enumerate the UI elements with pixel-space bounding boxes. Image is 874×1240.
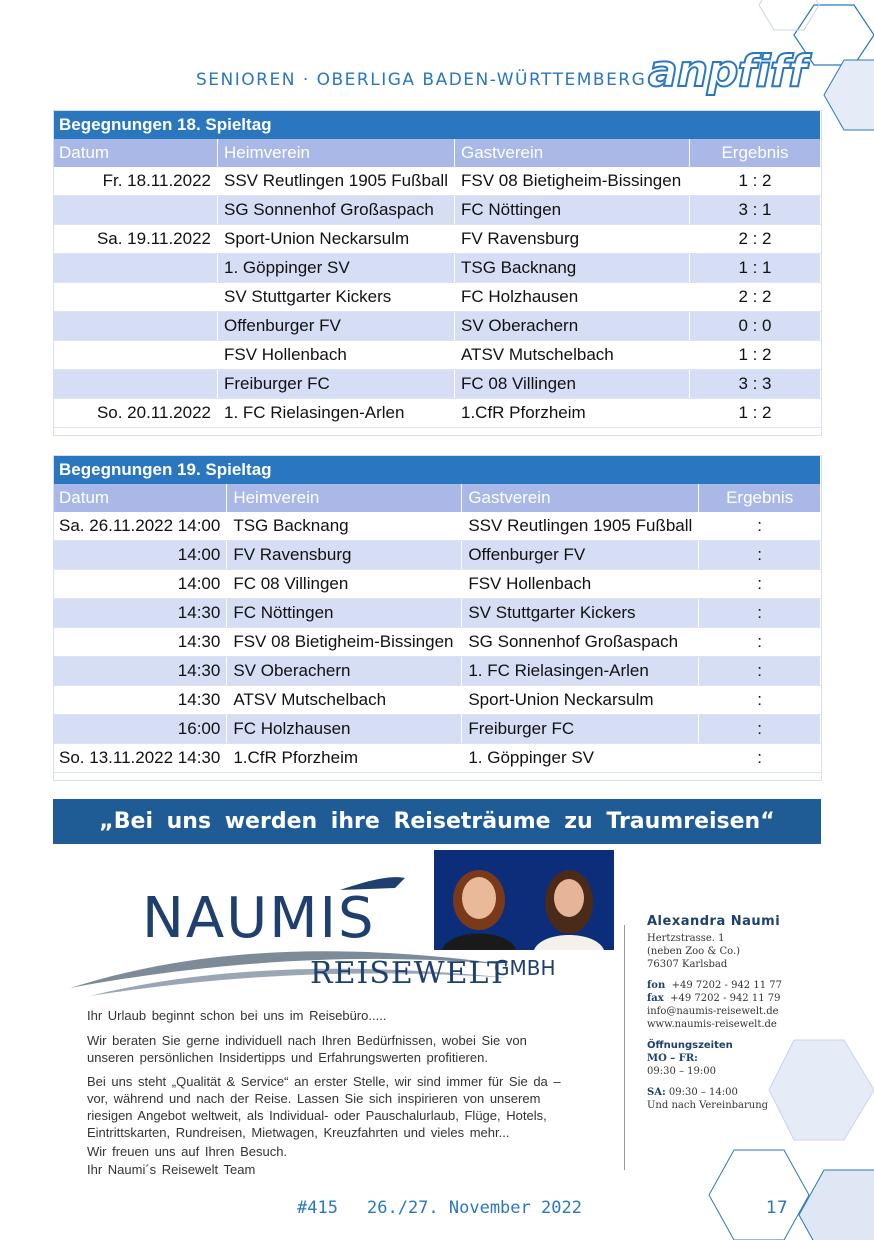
match-date: 14:00: [53, 570, 227, 599]
table-row: [53, 599, 821, 628]
brand-gmbh: GMBH: [494, 956, 556, 980]
table-row: [53, 686, 821, 715]
table-row: [53, 628, 821, 657]
col-header-date: Datum: [53, 484, 227, 512]
col-header-result: Ergebnis: [699, 484, 821, 512]
table-row: [53, 312, 821, 341]
contact-note: (neben Zoo & Co.): [647, 946, 741, 957]
table-row: [53, 283, 821, 312]
match-result: :: [699, 657, 821, 686]
match-date: 14:30: [53, 628, 227, 657]
match-date: 14:30: [53, 686, 227, 715]
contact-block: [647, 915, 847, 1112]
contact-name: Alexandra Naumi: [647, 914, 781, 929]
home-team: ATSV Mutschelbach: [227, 686, 462, 715]
match-date: Sa. 19.11.2022: [53, 225, 218, 254]
col-header-guest: Gastverein: [462, 484, 699, 512]
table-row: [53, 370, 821, 399]
home-team: FC 08 Villingen: [227, 570, 462, 599]
brand-sub: REISEWELT: [310, 956, 509, 991]
guest-team: FSV Hollenbach: [462, 570, 699, 599]
home-team: Freiburger FC: [218, 370, 455, 399]
table-row: [53, 715, 821, 744]
appointment-note: Und nach Vereinbarung: [647, 1100, 769, 1111]
table-title: Begegnungen 19. Spieltag: [53, 455, 821, 484]
table-row: [53, 196, 821, 225]
staff-photo-1: [434, 850, 524, 950]
matchday-19-table: [53, 455, 821, 773]
guest-team: SV Oberachern: [454, 312, 689, 341]
match-date: So. 20.11.2022: [53, 399, 218, 428]
ad-text-visit: Wir freuen uns auf Ihren Besuch.: [87, 1144, 288, 1159]
match-date: [53, 283, 218, 312]
match-date: [53, 196, 218, 225]
weekday-label: MO – FR:: [647, 1053, 698, 1064]
ad-text-intro: Ihr Urlaub beginnt schon bei uns im Reisebüro.....: [87, 1008, 387, 1023]
home-team: FSV Hollenbach: [218, 341, 455, 370]
contact-city: 76307 Karlsbad: [647, 959, 728, 970]
guest-team: Sport-Union Neckarsulm: [462, 686, 699, 715]
home-team: SSV Reutlingen 1905 Fußball: [218, 167, 455, 196]
match-result: :: [699, 541, 821, 570]
match-result: 3 : 3: [689, 370, 820, 399]
home-team: 1. FC Rielasingen-Arlen: [218, 399, 455, 428]
matchday-18-table: [53, 110, 821, 428]
guest-team: Freiburger FC: [462, 715, 699, 744]
match-date: 14:30: [53, 599, 227, 628]
contact-fax: [647, 992, 847, 1005]
guest-team: FC Holzhausen: [454, 283, 689, 312]
match-date: Sa. 26.11.2022 14:00: [53, 512, 227, 541]
match-date: [53, 370, 218, 399]
table-row: [53, 744, 821, 773]
home-team: SG Sonnenhof Großaspach: [218, 196, 455, 225]
guest-team: ATSV Mutschelbach: [454, 341, 689, 370]
section-header: SENIOREN · OBERLIGA BADEN-WÜRTTEMBERG: [196, 70, 647, 90]
col-header-result: Ergebnis: [689, 139, 820, 167]
fax-number: +49 7202 - 942 11 79: [670, 993, 781, 1004]
page-number: 17: [766, 1198, 788, 1218]
table-title: Begegnungen 18. Spieltag: [53, 110, 821, 139]
guest-team: SSV Reutlingen 1905 Fußball: [462, 512, 699, 541]
home-team: FV Ravensburg: [227, 541, 462, 570]
match-result: 0 : 0: [689, 312, 820, 341]
opening-hours-title: Öffnungszeiten: [647, 1040, 733, 1051]
table-row: [53, 167, 821, 196]
col-header-home: Heimverein: [227, 484, 462, 512]
match-result: :: [699, 512, 821, 541]
issue-number: #415: [297, 1198, 338, 1218]
home-team: SV Oberachern: [227, 657, 462, 686]
col-header-home: Heimverein: [218, 139, 455, 167]
saturday-hours: [647, 1086, 847, 1099]
divider: [624, 925, 625, 1170]
sat-label: SA:: [647, 1087, 666, 1098]
contact-street: Hertzstrasse. 1: [647, 933, 725, 944]
guest-team: 1. FC Rielasingen-Arlen: [462, 657, 699, 686]
ad-slogan-banner: „Bei uns werden ihre Reiseträume zu Traumreisen“: [53, 799, 821, 844]
match-result: 1 : 1: [689, 254, 820, 283]
table-row: [53, 541, 821, 570]
guest-team: Offenburger FV: [462, 541, 699, 570]
home-team: 1. Göppinger SV: [218, 254, 455, 283]
staff-photo-2: [524, 850, 614, 950]
col-header-date: Datum: [53, 139, 218, 167]
ad-text-advice: Wir beraten Sie gerne individuell nach Ihren Bedürfnissen, wobei Sie von unseren persönlichen Insidertipps und Erfahrungswerten profitieren.: [87, 1033, 527, 1065]
guest-team: FC Nöttingen: [454, 196, 689, 225]
fon-number: +49 7202 - 942 11 77: [671, 980, 782, 991]
table-row: [53, 254, 821, 283]
match-result: 2 : 2: [689, 283, 820, 312]
weekday-hours: 09:30 – 19:00: [647, 1066, 716, 1077]
table-row: [53, 225, 821, 254]
guest-team: SG Sonnenhof Großaspach: [462, 628, 699, 657]
match-result: 1 : 2: [689, 399, 820, 428]
match-result: 1 : 2: [689, 167, 820, 196]
fon-label: fon: [647, 980, 666, 991]
fax-label: fax: [647, 993, 664, 1004]
brand-name: NAUMIS: [142, 886, 376, 951]
match-result: 3 : 1: [689, 196, 820, 225]
home-team: 1.CfR Pforzheim: [227, 744, 462, 773]
sat-hours: 09:30 – 14:00: [668, 1087, 738, 1098]
match-result: 1 : 2: [689, 341, 820, 370]
guest-team: SV Stuttgarter Kickers: [462, 599, 699, 628]
match-result: :: [699, 599, 821, 628]
ad-text-quality: Bei uns steht „Qualität & Service“ an erster Stelle, wir sind immer für Sie da – vor, während und nach der Reise. Lassen Sie sich inspirieren von unserem riesigen Angebot weltweit, als Individual- oder Pauschalurlaub, Flüge, Hotels, Eintrittskarten, Rundreisen, Mietwagen, Kreuzfahrten und vieles mehr...: [87, 1074, 561, 1140]
match-date: So. 13.11.2022 14:30: [53, 744, 227, 773]
match-result: 2 : 2: [689, 225, 820, 254]
home-team: Sport-Union Neckarsulm: [218, 225, 455, 254]
match-date: Fr. 18.11.2022: [53, 167, 218, 196]
issue-date: 26./27. November 2022: [367, 1198, 582, 1218]
ad-text-signoff: Ihr Naumi´s Reisewelt Team: [87, 1162, 256, 1177]
home-team: FC Holzhausen: [227, 715, 462, 744]
guest-team: TSG Backnang: [454, 254, 689, 283]
table-row: [53, 341, 821, 370]
match-result: :: [699, 628, 821, 657]
col-header-guest: Gastverein: [454, 139, 689, 167]
table-row: [53, 657, 821, 686]
contact-web[interactable]: www.naumis-reisewelt.de: [647, 1019, 777, 1030]
match-date: 14:00: [53, 541, 227, 570]
match-date: 14:30: [53, 657, 227, 686]
match-date: 16:00: [53, 715, 227, 744]
guest-team: FC 08 Villingen: [454, 370, 689, 399]
match-date: [53, 341, 218, 370]
contact-phone: [647, 979, 847, 992]
guest-team: 1. Göppinger SV: [462, 744, 699, 773]
home-team: SV Stuttgarter Kickers: [218, 283, 455, 312]
match-date: [53, 312, 218, 341]
guest-team: 1.CfR Pforzheim: [454, 399, 689, 428]
match-result: :: [699, 570, 821, 599]
home-team: FSV 08 Bietigheim-Bissingen: [227, 628, 462, 657]
home-team: Offenburger FV: [218, 312, 455, 341]
contact-email[interactable]: info@naumis-reisewelt.de: [647, 1006, 779, 1017]
home-team: FC Nöttingen: [227, 599, 462, 628]
match-result: :: [699, 686, 821, 715]
match-result: :: [699, 715, 821, 744]
guest-team: FSV 08 Bietigheim-Bissingen: [454, 167, 689, 196]
table-row: [53, 512, 821, 541]
match-result: :: [699, 744, 821, 773]
match-date: [53, 254, 218, 283]
guest-team: FV Ravensburg: [454, 225, 689, 254]
table-row: [53, 570, 821, 599]
home-team: TSG Backnang: [227, 512, 462, 541]
table-row: [53, 399, 821, 428]
anpfiff-logo: anpfiff: [648, 46, 807, 97]
